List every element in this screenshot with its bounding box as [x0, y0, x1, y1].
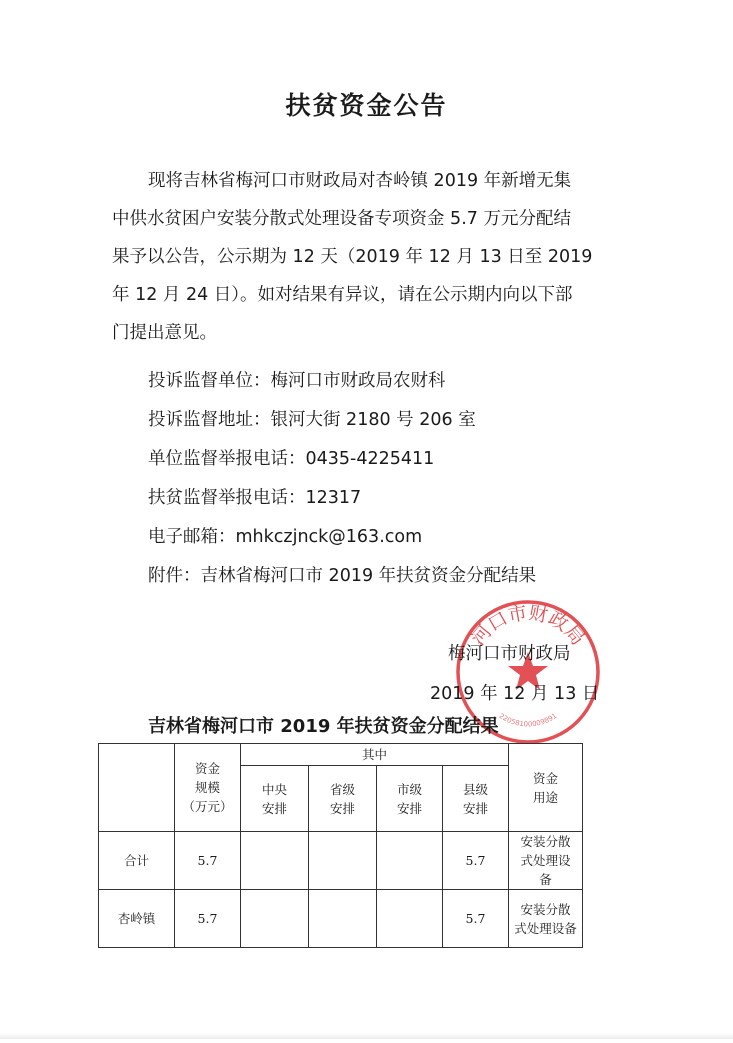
row-amount: 5.7 — [175, 832, 241, 890]
complaint-unit: 投诉监督单位：梅河口市财政局农财科 — [148, 371, 446, 391]
header-central-l2: 安排 — [261, 800, 287, 816]
row-use — [509, 890, 583, 948]
poverty-hotline: 扶贫监督举报电话：12317 — [148, 488, 362, 508]
header-group: 其中 — [241, 744, 509, 766]
header-amount-l1: 资金 — [194, 761, 220, 776]
header-city-l2: 安排 — [396, 800, 422, 816]
signature-date: 2019 年 12 月 13 日 — [430, 684, 600, 704]
header-use-l1: 资金 — [532, 770, 558, 786]
allocation-table — [98, 743, 583, 948]
header-blank-cell — [99, 744, 175, 832]
body-line: 门提出意见。 — [112, 323, 217, 343]
attachment-note: 附件：吉林省梅河口市 2019 年扶贫资金分配结果 — [148, 566, 537, 586]
header-amount — [175, 744, 241, 832]
header-use — [509, 744, 583, 832]
header-amount-l2: 规模 — [194, 780, 220, 795]
header-county — [443, 766, 509, 832]
row-name: 合计 — [99, 832, 175, 890]
row-name: 杏岭镇 — [99, 890, 175, 948]
row-use-l3: 备 — [539, 872, 552, 887]
header-county-l1: 县级 — [462, 781, 488, 797]
signature-org: 梅河口市财政局 — [448, 644, 571, 664]
scan-bottom-edge — [0, 1033, 733, 1039]
row-use-l2: 式处理设备 — [514, 920, 577, 936]
row-county: 5.7 — [443, 890, 509, 948]
header-province — [309, 766, 377, 832]
body-line: 果予以公告，公示期为 12 天（2019 年 12 月 13 日至 2019 — [112, 247, 593, 267]
seal-number: 22058100009891 — [497, 711, 559, 729]
header-province-l2: 安排 — [329, 800, 355, 816]
row-province — [309, 890, 377, 948]
row-city — [377, 890, 443, 948]
header-central-l1: 中央 — [261, 781, 287, 797]
header-central — [241, 766, 309, 832]
header-county-l2: 安排 — [462, 800, 488, 816]
header-use-l2: 用途 — [532, 789, 558, 805]
header-province-l1: 省级 — [329, 781, 355, 797]
header-amount-l3: （万元） — [182, 799, 233, 814]
table-row — [99, 832, 583, 890]
complaint-address: 投诉监督地址：银河大街 2180 号 206 室 — [148, 410, 476, 430]
table-header-row — [99, 744, 583, 766]
row-city — [377, 832, 443, 890]
email: 电子邮箱：mhkczjnck@163.com — [148, 527, 423, 547]
seal-text: 河口市财政局 — [467, 601, 589, 650]
row-use-l1: 安装分散 — [520, 901, 571, 917]
row-use — [509, 832, 583, 890]
body-line: 现将吉林省梅河口市财政局对杏岭镇 2019 年新增无集 — [148, 171, 572, 191]
header-city — [377, 766, 443, 832]
row-county: 5.7 — [443, 832, 509, 890]
row-amount: 5.7 — [175, 890, 241, 948]
page-title: 扶贫资金公告 — [285, 91, 448, 120]
table-title: 吉林省梅河口市 2019 年扶贫资金分配结果 — [148, 716, 499, 737]
row-use-l1: 安装分散 — [520, 834, 571, 849]
row-central — [241, 832, 309, 890]
header-city-l1: 市级 — [396, 781, 422, 797]
row-use-l2: 式处理设 — [520, 853, 571, 868]
table-row — [99, 890, 583, 948]
announcement-body — [112, 162, 627, 352]
row-central — [241, 890, 309, 948]
body-line: 中供水贫困户安装分散式处理设备专项资金 5.7 万元分配结 — [112, 209, 571, 229]
row-province — [309, 832, 377, 890]
body-line: 年 12 月 24 日）。如对结果有异议，请在公示期内向以下部 — [112, 285, 573, 305]
unit-hotline: 单位监督举报电话：0435-4225411 — [148, 449, 435, 469]
